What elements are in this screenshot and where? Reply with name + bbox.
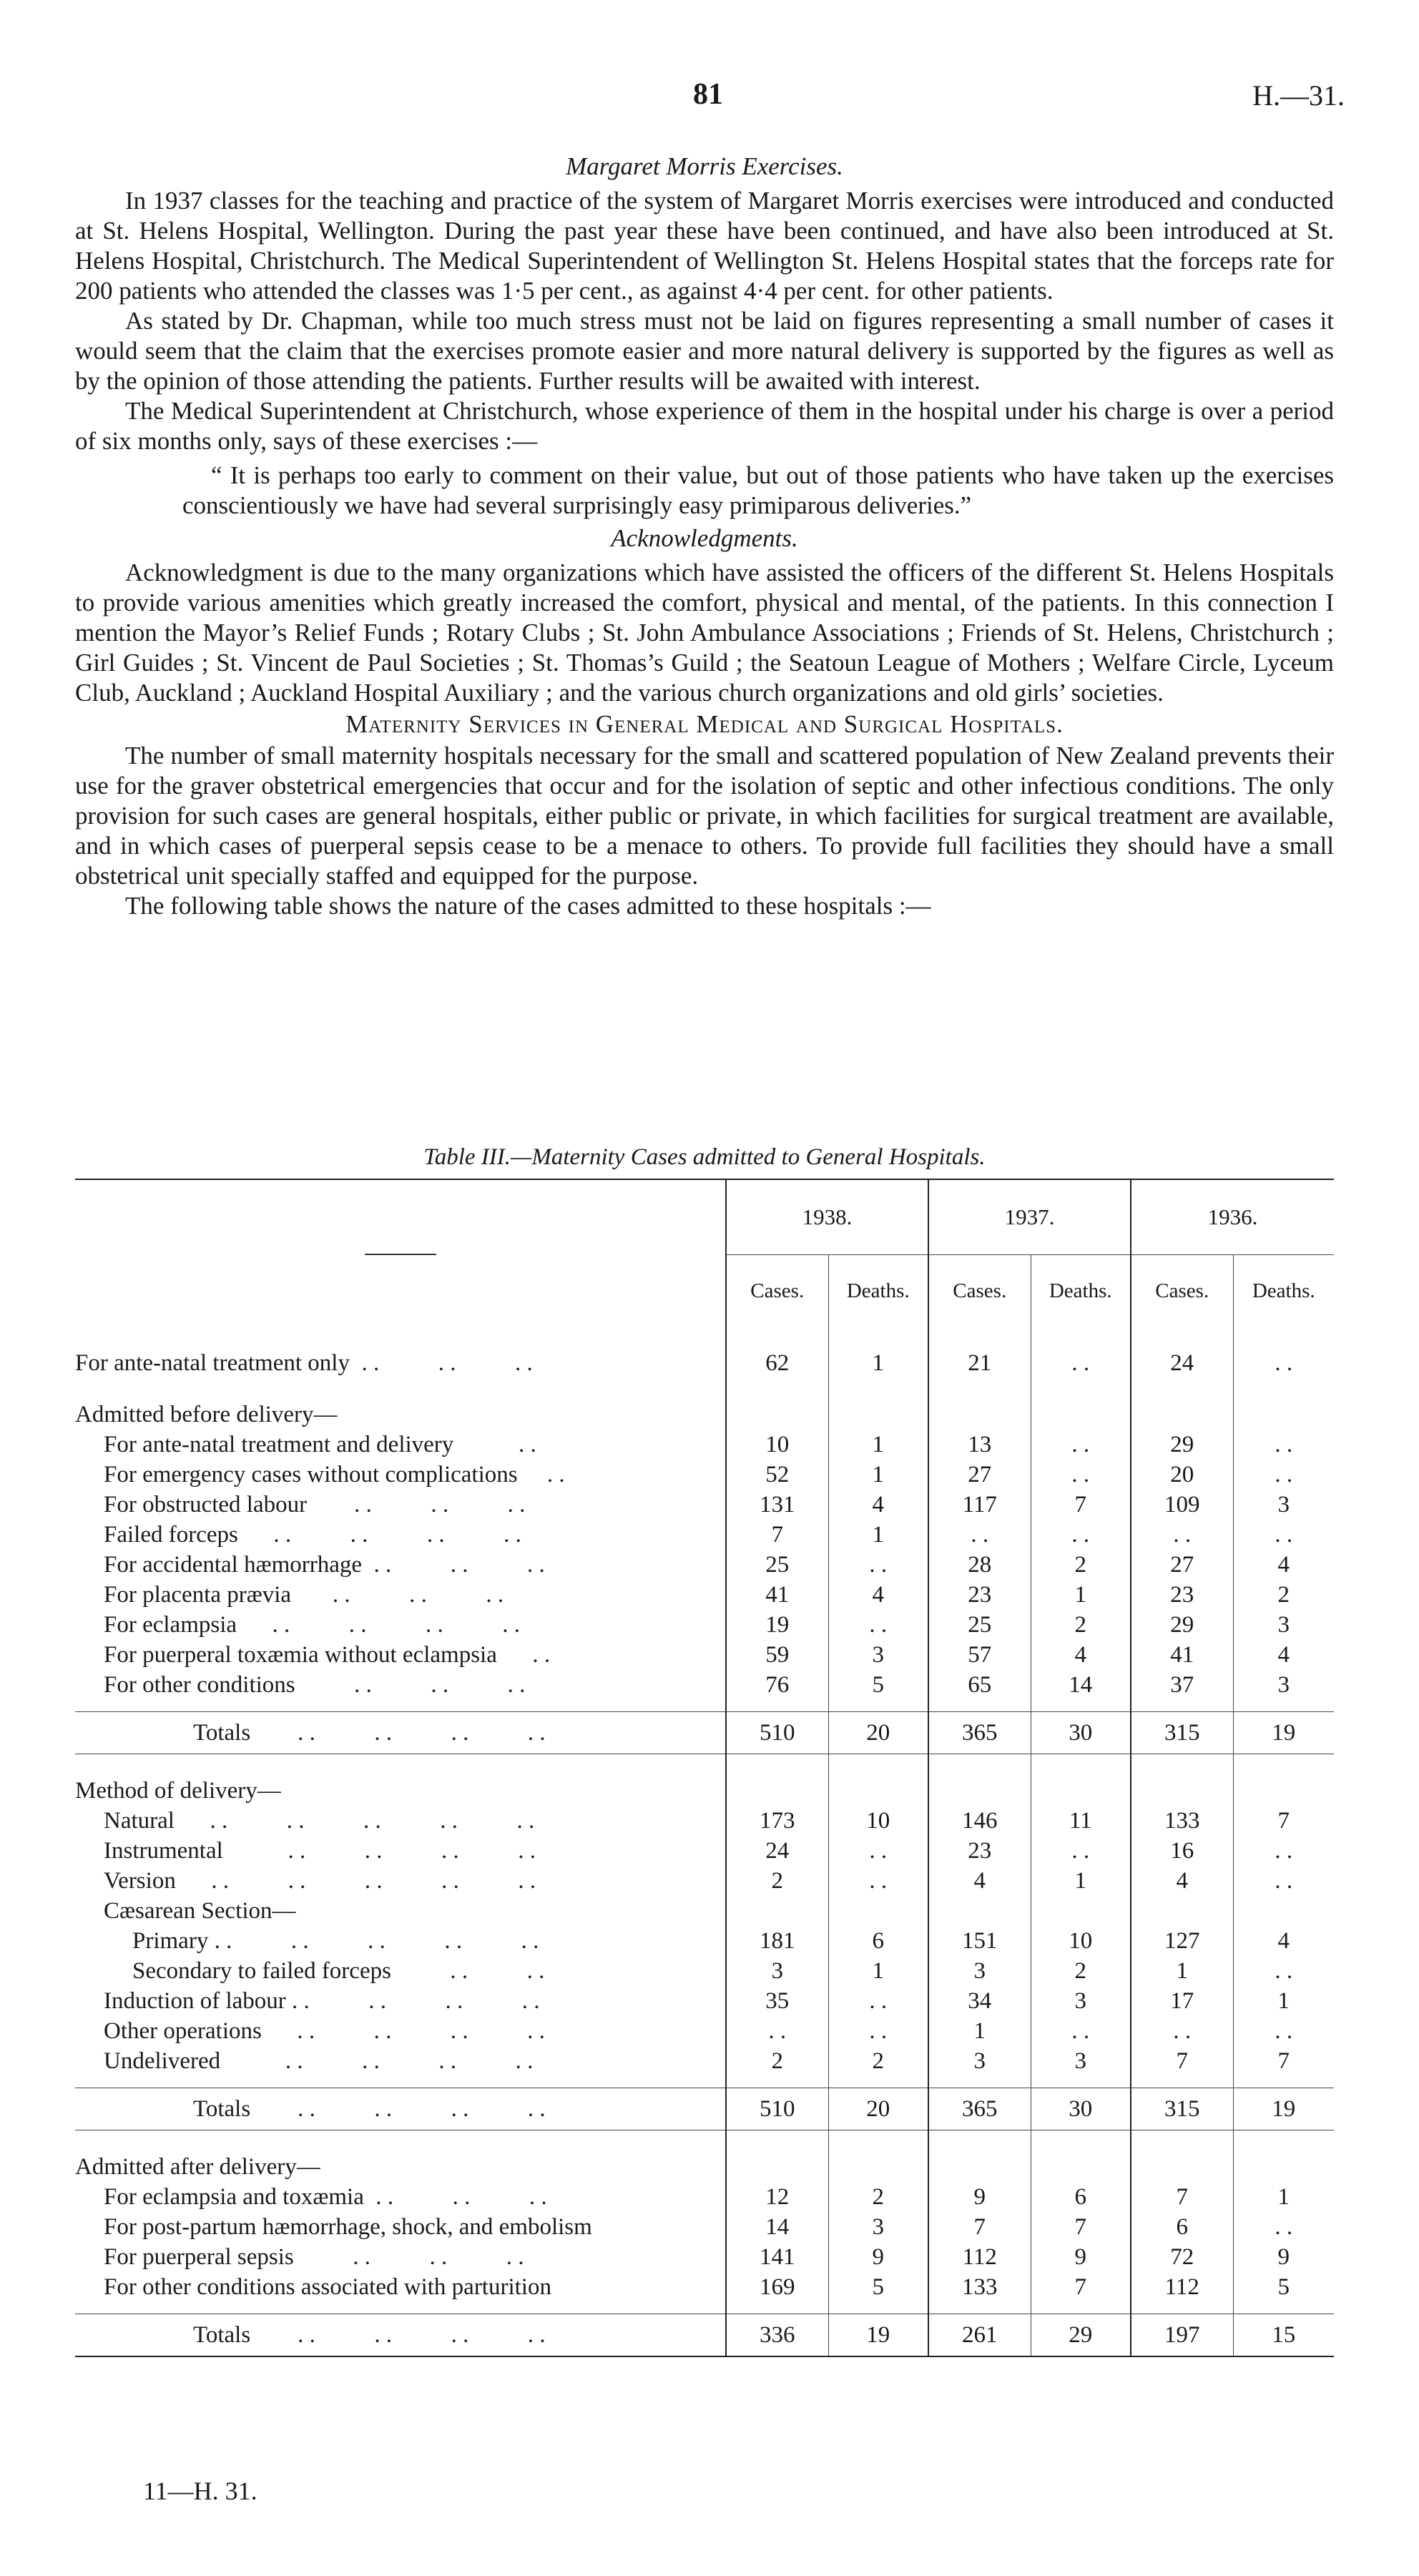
cases-cell: 3: [726, 1956, 828, 1986]
footer-signature: 11—H. 31.: [143, 2477, 257, 2505]
cases-cell: 173: [726, 1806, 828, 1836]
cases-cell: 16: [1131, 1836, 1233, 1866]
section-heading-maternity-services: Maternity Services in General Medical and Surgical Hospitals.: [345, 710, 1064, 738]
cases-cell: . .: [928, 1520, 1031, 1550]
table-row: [75, 1348, 1334, 1378]
cases-cell: 197: [1131, 2314, 1233, 2357]
spacer-row: [75, 2130, 1334, 2153]
totals-row: [75, 2088, 1334, 2130]
deaths-cell: . .: [1031, 1460, 1131, 1490]
cases-cell: 41: [726, 1580, 828, 1610]
cases-cell: 14: [726, 2212, 828, 2242]
deaths-cell: [1233, 1400, 1334, 1430]
cases-cell: 29: [1131, 1610, 1233, 1640]
cases-cell: 510: [726, 2088, 828, 2130]
deaths-cell: 19: [1233, 2088, 1334, 2130]
row-label: For eclampsia and toxæmia . . . . . .: [104, 2183, 547, 2210]
cases-cell: 151: [928, 1926, 1031, 1956]
deaths-cell: 2: [828, 2182, 928, 2212]
row-label: For post-partum hæmorrhage, shock, and embolism: [104, 2213, 592, 2240]
cases-cell: 3: [928, 2046, 1031, 2076]
deaths-cell: . .: [1233, 2212, 1334, 2242]
cases-cell: 133: [928, 2272, 1031, 2302]
deaths-cell: [1031, 1776, 1131, 1806]
deaths-cell: 1: [1233, 1986, 1334, 2016]
body-text: [75, 152, 1334, 921]
spacer-row: [75, 1754, 1334, 1776]
deaths-cell: 30: [1031, 2088, 1131, 2130]
block-quote: “ It is perhaps too early to comment on their value, but out of those patients who have taken up the exercises conscientiously we have had several surprisingly easy primiparous deliveries.”: [182, 461, 1334, 519]
cases-cell: 20: [1131, 1460, 1233, 1490]
row-label: Totals . . . . . . . .: [75, 2314, 726, 2357]
table-row: [75, 1460, 1334, 1490]
deaths-cell: 3: [828, 2212, 928, 2242]
row-label: For accidental hæmorrhage . . . . . .: [104, 1551, 545, 1578]
cases-cell: 112: [928, 2242, 1031, 2272]
cases-cell: 19: [726, 1610, 828, 1640]
row-label: Admitted after delivery—: [75, 2153, 320, 2180]
cases-cell: [726, 2152, 828, 2182]
deaths-cell: 30: [1031, 1712, 1131, 1754]
deaths-cell: 2: [828, 2046, 928, 2076]
row-label: Failed forceps . . . . . . . .: [104, 1521, 521, 1548]
cases-cell: [1131, 1776, 1233, 1806]
cases-cell: 7: [1131, 2046, 1233, 2076]
year-header: 1938.: [726, 1179, 928, 1255]
cases-cell: 10: [726, 1430, 828, 1460]
table-row: [75, 2046, 1334, 2076]
cases-cell: 23: [1131, 1580, 1233, 1610]
deaths-cell: [1233, 1776, 1334, 1806]
cases-cell: [928, 2152, 1031, 2182]
cases-cell: 365: [928, 2088, 1031, 2130]
cases-cell: 27: [1131, 1550, 1233, 1580]
cases-cell: 24: [1131, 1348, 1233, 1378]
deaths-cell: . .: [1031, 1348, 1131, 1378]
cases-cell: 7: [726, 1520, 828, 1550]
deaths-cell: . .: [1233, 1430, 1334, 1460]
deaths-cell: 6: [1031, 2182, 1131, 2212]
cases-cell: 23: [928, 1836, 1031, 1866]
table-row: [75, 2212, 1334, 2242]
row-label: Version . . . . . . . . . .: [104, 1867, 536, 1894]
cases-cell: 510: [726, 1712, 828, 1754]
paragraph: As stated by Dr. Chapman, while too much stress must not be laid on figures representing a small number of cases it would seem that the claim that the exercises promote easier and more natural delivery is supported by the figures as well as by the opinion of those attending the patients. Further results will be awaited with interest.: [75, 307, 1334, 395]
deaths-cell: 7: [1031, 2212, 1131, 2242]
deaths-cell: 3: [1031, 2046, 1131, 2076]
table-row: [75, 1520, 1334, 1550]
deaths-cell: 7: [1233, 1806, 1334, 1836]
table-caption: Table III.—Maternity Cases admitted to General Hospitals.: [423, 1144, 986, 1170]
deaths-cell: . .: [1233, 1460, 1334, 1490]
deaths-cell: 10: [1031, 1926, 1131, 1956]
table-row: [75, 1610, 1334, 1640]
cases-cell: [928, 1776, 1031, 1806]
cases-cell: 133: [1131, 1806, 1233, 1836]
table-corner: [75, 1179, 726, 1327]
table-row: [75, 1640, 1334, 1670]
deaths-cell: [1233, 2152, 1334, 2182]
cases-cell: 141: [726, 2242, 828, 2272]
table-row: [75, 1430, 1334, 1460]
spacer-row: [75, 1327, 1334, 1348]
deaths-cell: 10: [828, 1806, 928, 1836]
deaths-cell: 1: [828, 1520, 928, 1550]
year-header: 1936.: [1131, 1179, 1334, 1255]
deaths-cell: . .: [1031, 1836, 1131, 1866]
cases-cell: [1131, 2152, 1233, 2182]
cases-cell: 315: [1131, 1712, 1233, 1754]
column-header-cases: Cases.: [726, 1255, 828, 1327]
cases-cell: 21: [928, 1348, 1031, 1378]
cases-cell: 23: [928, 1580, 1031, 1610]
cases-cell: 7: [928, 2212, 1031, 2242]
deaths-cell: [1233, 1896, 1334, 1926]
deaths-cell: . .: [1233, 1836, 1334, 1866]
cases-cell: 7: [1131, 2182, 1233, 2212]
cases-cell: 2: [726, 2046, 828, 2076]
deaths-cell: 14: [1031, 1670, 1131, 1700]
deaths-cell: [1031, 2152, 1131, 2182]
row-label: For ante-natal treatment only . . . . . .: [75, 1350, 533, 1376]
table-row: [75, 2242, 1334, 2272]
table-row: [75, 1926, 1334, 1956]
deaths-cell: [1031, 1400, 1131, 1430]
deaths-cell: . .: [1233, 1520, 1334, 1550]
table-row: [75, 1896, 1334, 1926]
deaths-cell: 4: [828, 1490, 928, 1520]
deaths-cell: 3: [1233, 1670, 1334, 1700]
table-row: [75, 1956, 1334, 1986]
cases-cell: 12: [726, 2182, 828, 2212]
cases-cell: 1: [928, 2016, 1031, 2046]
cases-cell: 37: [1131, 1670, 1233, 1700]
spacer-row: [75, 1378, 1334, 1400]
cases-cell: 28: [928, 1550, 1031, 1580]
deaths-cell: 1: [828, 1348, 928, 1378]
table-row: [75, 2182, 1334, 2212]
row-label: Instrumental . . . . . . . .: [104, 1837, 536, 1864]
deaths-cell: 3: [828, 1640, 928, 1670]
deaths-cell: 7: [1031, 2272, 1131, 2302]
cases-cell: 181: [726, 1926, 828, 1956]
row-label: Induction of labour . . . . . . . .: [104, 1987, 540, 2014]
row-label: For emergency cases without complications . .: [104, 1461, 565, 1488]
deaths-cell: 4: [1031, 1640, 1131, 1670]
cases-cell: 25: [928, 1610, 1031, 1640]
deaths-cell: [828, 1896, 928, 1926]
row-label: For puerperal toxæmia without eclampsia . .: [104, 1641, 551, 1668]
row-label: Method of delivery—: [75, 1777, 281, 1804]
cases-cell: [1131, 1400, 1233, 1430]
row-label: Cæsarean Section—: [104, 1897, 296, 1924]
paragraph: The number of small maternity hospitals necessary for the small and scattered population of New Zealand prevents their use for the graver obstetrical emergencies that occur and for the isolation of septic and other infectious conditions. The only provision for such cases are general hospitals, either public or private, in which facilities for surgical treatment are available, and in which cases of puerperal sepsis cease to be a menace to others. To provide full facilities they should have a small obstetrical unit specially staffed and equipped for the purpose.: [75, 742, 1334, 890]
deaths-cell: 4: [1233, 1640, 1334, 1670]
table-row: [75, 1836, 1334, 1866]
deaths-cell: 20: [828, 2088, 928, 2130]
table-row: [75, 2152, 1334, 2182]
cases-cell: 62: [726, 1348, 828, 1378]
deaths-cell: 7: [1031, 1490, 1131, 1520]
deaths-cell: 4: [828, 1580, 928, 1610]
cases-cell: 1: [1131, 1956, 1233, 1986]
deaths-cell: . .: [1233, 1348, 1334, 1378]
cases-cell: [1131, 1896, 1233, 1926]
table-row: [75, 1670, 1334, 1700]
cases-cell: . .: [1131, 2016, 1233, 2046]
deaths-cell: . .: [1031, 1520, 1131, 1550]
deaths-cell: 15: [1233, 2314, 1334, 2357]
deaths-cell: 5: [828, 2272, 928, 2302]
spacer-row: [75, 1700, 1334, 1712]
column-header-deaths: Deaths.: [1233, 1255, 1334, 1327]
deaths-cell: . .: [828, 1866, 928, 1896]
paragraph: Acknowledgment is due to the many organizations which have assisted the officers of the different St. Helens Hospitals to provide various amenities which greatly increased the comfort, physical and mental, of the patients. In this connection I mention the Mayor’s Relief Funds ; Rotary Clubs ; St. John Ambulance Associations ; Friends of St. Helens, Christchurch ; Girl Guides ; St. Vincent de Paul Societies ; St. Thomas’s Guild ; the Seatoun League of Mothers ; Welfare Circle, Lyceum Club, Auckland ; Auckland Hospital Auxiliary ; and the various church organizations and old girls’ societies.: [75, 559, 1334, 707]
deaths-cell: . .: [828, 1610, 928, 1640]
row-label: Secondary to failed forceps . . . .: [132, 1957, 545, 1984]
deaths-cell: . .: [828, 1986, 928, 2016]
cases-cell: 9: [928, 2182, 1031, 2212]
cases-cell: 6: [1131, 2212, 1233, 2242]
page-number: 81: [693, 78, 723, 111]
deaths-cell: . .: [1031, 2016, 1131, 2046]
deaths-cell: 3: [1031, 1986, 1131, 2016]
cases-cell: 76: [726, 1670, 828, 1700]
deaths-cell: 7: [1233, 2046, 1334, 2076]
table-row: [75, 1490, 1334, 1520]
cases-cell: 29: [1131, 1430, 1233, 1460]
deaths-cell: 11: [1031, 1806, 1131, 1836]
deaths-cell: 19: [1233, 1712, 1334, 1754]
table-row: [75, 1866, 1334, 1896]
deaths-cell: 5: [1233, 2272, 1334, 2302]
deaths-cell: . .: [1233, 1866, 1334, 1896]
cases-cell: 261: [928, 2314, 1031, 2357]
cases-cell: 4: [928, 1866, 1031, 1896]
cases-cell: [726, 1400, 828, 1430]
spacer-row: [75, 2302, 1334, 2314]
deaths-cell: [828, 1400, 928, 1430]
row-label: Primary . . . . . . . . . .: [132, 1927, 539, 1954]
cases-cell: [928, 1896, 1031, 1926]
totals-row: [75, 2314, 1334, 2357]
cases-cell: 131: [726, 1490, 828, 1520]
row-label: Natural . . . . . . . . . .: [104, 1807, 535, 1834]
row-label: Other operations . . . . . . . .: [104, 2017, 545, 2044]
table-row: [75, 1776, 1334, 1806]
row-label: For puerperal sepsis . . . . . .: [104, 2243, 524, 2270]
column-header-cases: Cases.: [1131, 1255, 1233, 1327]
row-label: Totals . . . . . . . .: [75, 2088, 726, 2130]
cases-cell: 13: [928, 1430, 1031, 1460]
paragraph: In 1937 classes for the teaching and practice of the system of Margaret Morris exercises were introduced and conducted at St. Helens Hospital, Wellington. During the past year these have been continued, and have also been introduced at St. Helens Hospital, Christchurch. The Medical Superintendent of Wellington St. Helens Hospital states that the forceps rate for 200 patients who attended the classes was 1·5 per cent., as against 4·4 per cent. for other patients.: [75, 187, 1334, 305]
maternity-cases-table: [75, 1179, 1334, 2357]
year-header: 1937.: [928, 1179, 1131, 1255]
deaths-cell: 2: [1233, 1580, 1334, 1610]
row-label: For other conditions . . . . . .: [104, 1671, 526, 1698]
totals-row: [75, 1712, 1334, 1754]
deaths-cell: 3: [1233, 1490, 1334, 1520]
table-row: [75, 1986, 1334, 2016]
cases-cell: 4: [1131, 1866, 1233, 1896]
deaths-cell: 29: [1031, 2314, 1131, 2357]
deaths-cell: 9: [828, 2242, 928, 2272]
row-label: Totals . . . . . . . .: [75, 1712, 726, 1754]
cases-cell: 65: [928, 1670, 1031, 1700]
deaths-cell: 9: [1233, 2242, 1334, 2272]
deaths-cell: [828, 2152, 928, 2182]
table-row: [75, 1806, 1334, 1836]
row-label: For eclampsia . . . . . . . .: [104, 1611, 521, 1638]
cases-cell: 35: [726, 1986, 828, 2016]
row-label: Undelivered . . . . . . . .: [104, 2047, 534, 2074]
table-body: [75, 1327, 1334, 2356]
deaths-cell: . .: [1031, 1430, 1131, 1460]
deaths-cell: . .: [828, 1550, 928, 1580]
cases-cell: 109: [1131, 1490, 1233, 1520]
row-label: Admitted before delivery—: [75, 1401, 338, 1427]
cases-cell: 3: [928, 1956, 1031, 1986]
deaths-cell: 2: [1031, 1550, 1131, 1580]
deaths-cell: 6: [828, 1926, 928, 1956]
column-header-deaths: Deaths.: [828, 1255, 928, 1327]
table-row: [75, 1580, 1334, 1610]
table-row: [75, 1550, 1334, 1580]
section-heading-margaret-morris: Margaret Morris Exercises.: [566, 152, 843, 180]
deaths-cell: [828, 1776, 928, 1806]
row-label: For ante-natal treatment and delivery . .: [104, 1431, 536, 1457]
cases-cell: 17: [1131, 1986, 1233, 2016]
deaths-cell: 1: [1233, 2182, 1334, 2212]
cases-cell: 59: [726, 1640, 828, 1670]
table-row: [75, 2016, 1334, 2046]
cases-cell: 127: [1131, 1926, 1233, 1956]
cases-cell: . .: [1131, 1520, 1233, 1550]
deaths-cell: 4: [1233, 1550, 1334, 1580]
cases-cell: 34: [928, 1986, 1031, 2016]
cases-cell: [726, 1776, 828, 1806]
cases-cell: 41: [1131, 1640, 1233, 1670]
deaths-cell: . .: [828, 1836, 928, 1866]
cases-cell: 27: [928, 1460, 1031, 1490]
deaths-cell: 1: [1031, 1580, 1131, 1610]
deaths-cell: 1: [828, 1430, 928, 1460]
document-reference: H.—31.: [1252, 79, 1345, 112]
cases-cell: 336: [726, 2314, 828, 2357]
deaths-cell: 1: [828, 1956, 928, 1986]
cases-cell: 24: [726, 1836, 828, 1866]
cases-cell: 315: [1131, 2088, 1233, 2130]
paragraph: The Medical Superintendent at Christchurch, whose experience of them in the hospital under his charge is over a period of six months only, says of these exercises :—: [75, 397, 1334, 455]
row-label: For placenta prævia . . . . . .: [104, 1581, 504, 1608]
column-header-cases: Cases.: [928, 1255, 1031, 1327]
deaths-cell: 4: [1233, 1926, 1334, 1956]
cases-cell: 365: [928, 1712, 1031, 1754]
cases-cell: 2: [726, 1866, 828, 1896]
table-row: [75, 1400, 1334, 1430]
column-header-deaths: Deaths.: [1031, 1255, 1131, 1327]
deaths-cell: . .: [1233, 1956, 1334, 1986]
deaths-cell: [1031, 1896, 1131, 1926]
cases-cell: 52: [726, 1460, 828, 1490]
deaths-cell: 9: [1031, 2242, 1131, 2272]
deaths-cell: 3: [1233, 1610, 1334, 1640]
cases-cell: . .: [726, 2016, 828, 2046]
cases-cell: 169: [726, 2272, 828, 2302]
cases-cell: 112: [1131, 2272, 1233, 2302]
cases-cell: [726, 1896, 828, 1926]
deaths-cell: 1: [1031, 1866, 1131, 1896]
deaths-cell: . .: [828, 2016, 928, 2046]
paragraph: The following table shows the nature of the cases admitted to these hospitals :—: [125, 892, 931, 920]
cases-cell: 117: [928, 1490, 1031, 1520]
cases-cell: [928, 1400, 1031, 1430]
deaths-cell: 2: [1031, 1956, 1131, 1986]
section-heading-acknowledgments: Acknowledgments.: [611, 524, 798, 552]
cases-cell: 57: [928, 1640, 1031, 1670]
row-label: For obstructed labour . . . . . .: [104, 1491, 526, 1518]
deaths-cell: 20: [828, 1712, 928, 1754]
table-row: [75, 2272, 1334, 2302]
deaths-cell: 1: [828, 1460, 928, 1490]
deaths-cell: 19: [828, 2314, 928, 2357]
deaths-cell: 2: [1031, 1610, 1131, 1640]
cases-cell: 146: [928, 1806, 1031, 1836]
cases-cell: 72: [1131, 2242, 1233, 2272]
cases-cell: 25: [726, 1550, 828, 1580]
deaths-cell: . .: [1233, 2016, 1334, 2046]
row-label: For other conditions associated with parturition: [104, 2273, 551, 2300]
spacer-row: [75, 2076, 1334, 2088]
deaths-cell: 5: [828, 1670, 928, 1700]
